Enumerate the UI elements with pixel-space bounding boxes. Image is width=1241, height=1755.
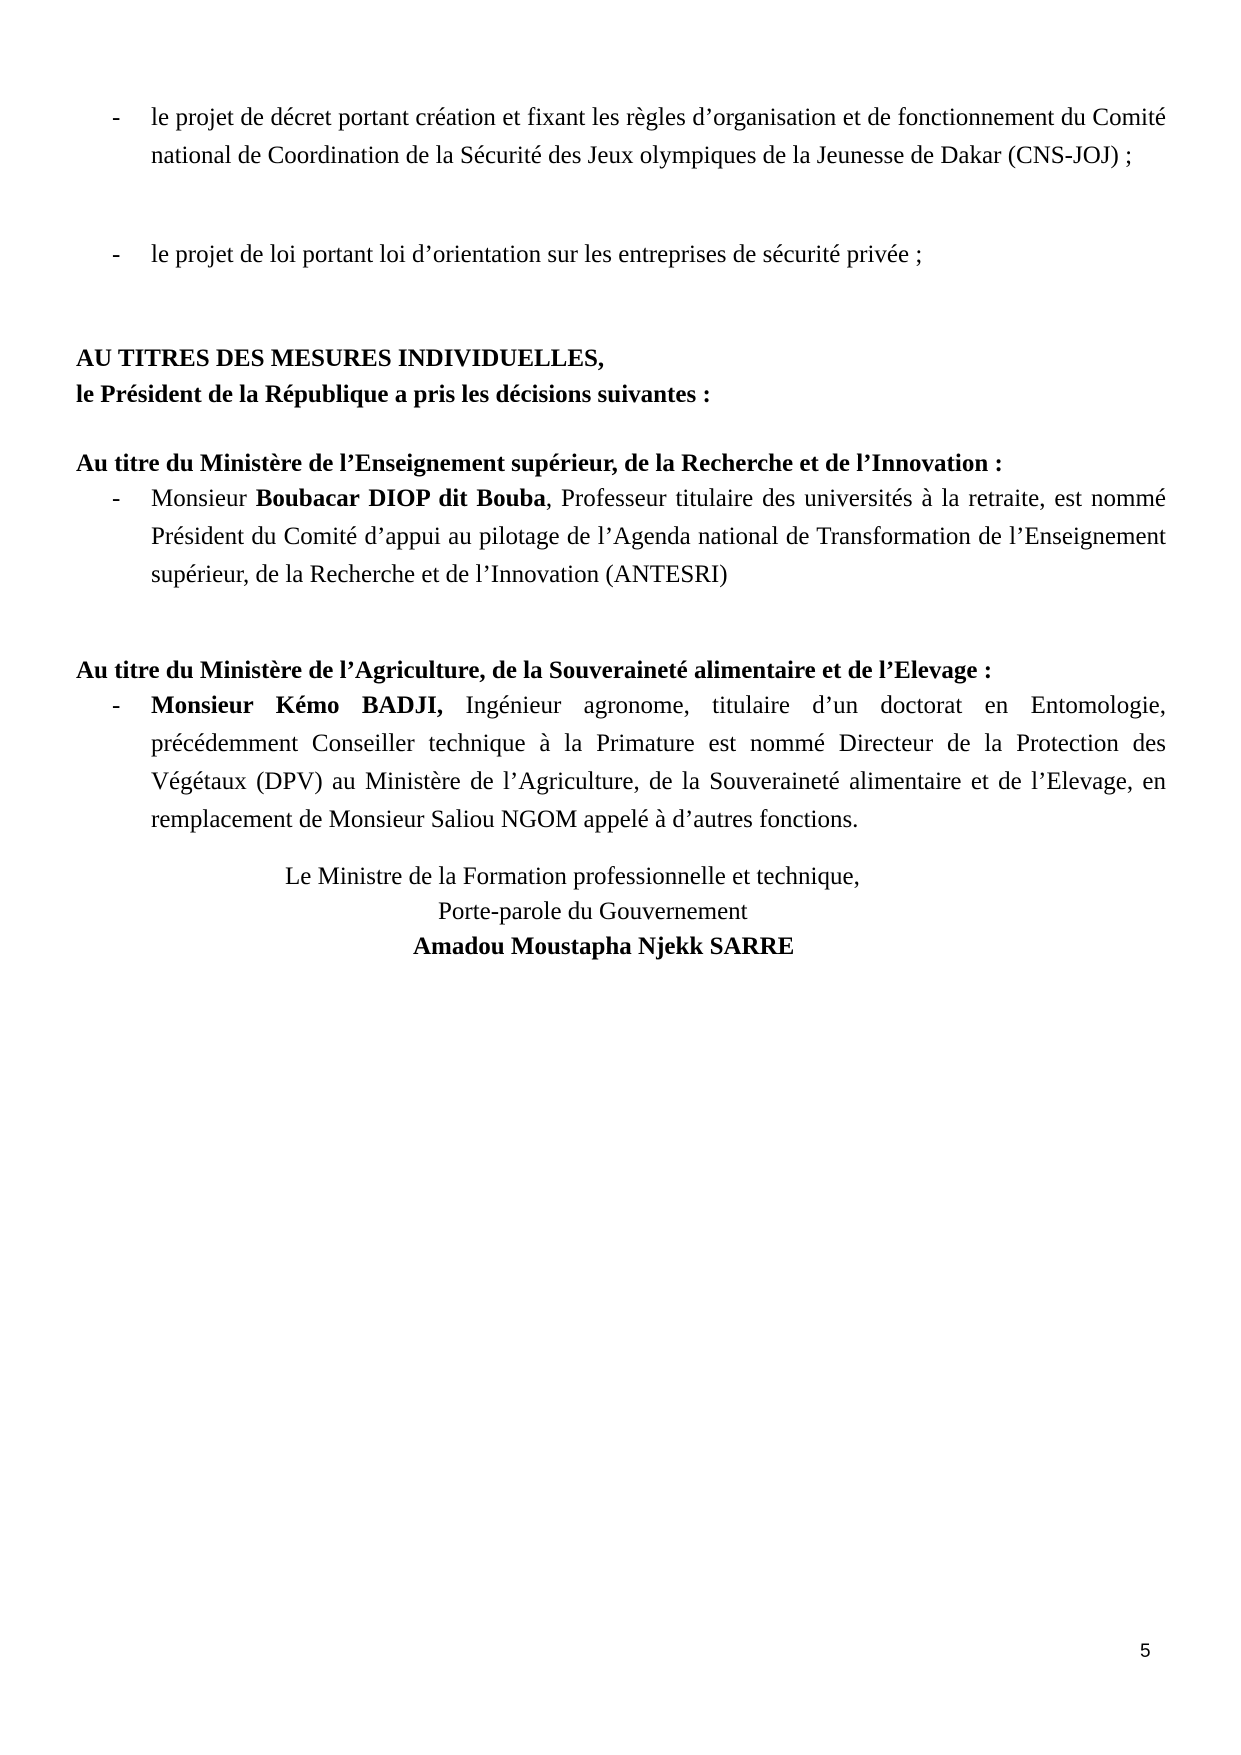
signature-role: Porte-parole du Gouvernement — [438, 898, 748, 925]
bullet-dash: - — [112, 241, 121, 268]
measures-heading: AU TITRES DES MESURES INDIVIDUELLES, — [76, 345, 605, 372]
bullet-dash: - — [112, 692, 121, 719]
list-item — [76, 480, 1166, 594]
appointment-details: Ingénieur agronome, titulaire d’un doctorat en Entomologie, précédemment Conseiller technique à la Primature est nommé Directeur de la Protection des Végétaux (DPV) au Ministère de l’Agriculture, de la Souveraineté alimentaire et de l’Elevage, en remplacement de Monsieur Saliou NGOM appelé à d’autres fonctions. — [151, 692, 1167, 833]
bullet-dash: - — [112, 104, 121, 131]
appointee-name: Monsieur Kémo BADJI, — [151, 692, 444, 719]
appointment-details: , Professeur titulaire des universités à la retraite, est nommé Président du Comité d’appui au pilotage de l’Agenda national de Transformation de l’Enseignement supérieur, de la Recherche et de l’Innovation (ANTESRI) — [151, 485, 1166, 588]
measures-subheading: le Président de la République a pris les décisions suivantes : — [76, 381, 711, 408]
signature-title: Le Ministre de la Formation professionnelle et technique, — [285, 863, 860, 890]
page-number: 5 — [1140, 1641, 1151, 1662]
section-heading-enseignement: Au titre du Ministère de l’Enseignement supérieur, de la Recherche et de l’Innovation : — [76, 450, 1003, 477]
list-item — [76, 99, 1166, 175]
section-heading-agriculture: Au titre du Ministère de l’Agriculture, de la Souveraineté alimentaire et de l’Elevage : — [76, 657, 993, 684]
list-item — [76, 687, 1166, 839]
bullet-dash: - — [112, 485, 121, 512]
appointment-prefix: Monsieur — [151, 485, 256, 512]
list-item-text: le projet de décret portant création et fixant les règles d’organisation et de fonctionnement du Comité national de Coordination de la Sécurité des Jeux olympiques de la Jeunesse de Dakar (CNS-JOJ) ; — [151, 104, 1166, 169]
appointment-text — [151, 687, 1166, 839]
appointment-text — [151, 480, 1166, 594]
appointee-name: Boubacar DIOP dit Bouba — [255, 485, 546, 512]
signatory-name: Amadou Moustapha Njekk SARRE — [413, 933, 795, 960]
list-item — [76, 236, 1166, 274]
list-item-text: le projet de loi portant loi d’orientation sur les entreprises de sécurité privée ; — [151, 241, 923, 268]
